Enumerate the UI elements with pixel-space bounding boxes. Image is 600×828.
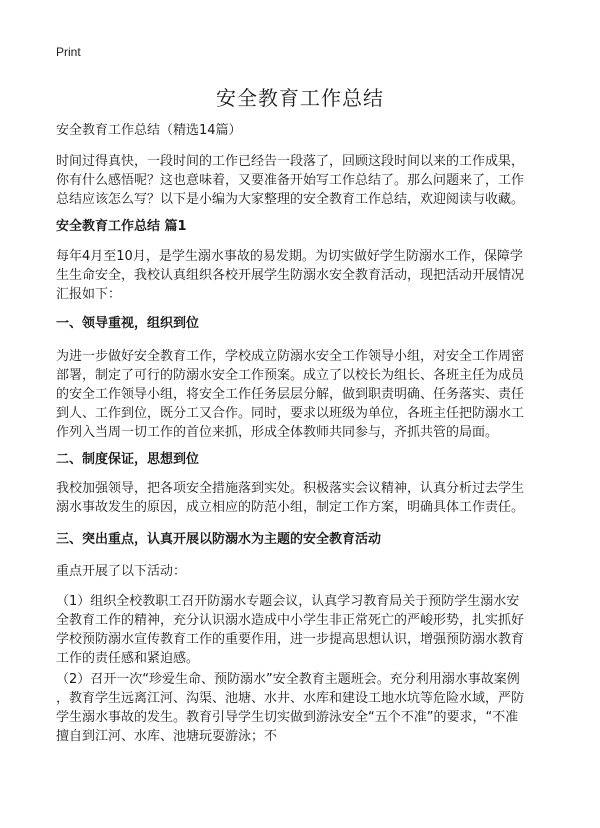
paragraph-3 — [56, 479, 556, 517]
section-title-text: 安全教育工作总结 篇1 — [56, 219, 187, 234]
paragraph-line: 重点开展了以下活动： — [56, 564, 187, 579]
paragraph-line: 全教育工作的精神，充分认识溺水造成中小学生非正常死亡的严峻形势，扎实抓好 — [56, 613, 525, 628]
paragraph-line: （2）召开一次“珍爱生命、预防溺水”安全教育主题班会。充分利用溺水事故案例 — [56, 672, 520, 687]
paragraph-line: 学校预防溺水宣传教育工作的重要作用，进一步提高思想认识，增强预防溺水教育 — [56, 632, 525, 647]
heading-2 — [56, 450, 556, 469]
paragraph-line: 汇报如下： — [56, 287, 122, 302]
paragraph-line: 擅自到江河、水库、池塘玩耍游泳；不 — [56, 729, 278, 744]
paragraph-line: 学生溺水事故的发生。教育引导学生切实做到游泳安全“五个不准”的要求，“不准 — [56, 710, 519, 725]
paragraph-2 — [56, 347, 556, 442]
paragraph-line: 你有什么感悟呢？这也意味着，又要准备开始写工作总结了。那么问题来了，工作 — [56, 173, 525, 188]
paragraph-5 — [56, 592, 556, 668]
paragraph-line: 为进一步做好安全教育工作，学校成立防溺水安全工作领导小组，对安全工作周密 — [56, 349, 525, 364]
paragraph-line: 作列入当周一切工作的首位来抓，形成全体教师共同参与，齐抓共管的局面。 — [56, 425, 499, 440]
subtitle — [56, 121, 556, 140]
subtitle-text: 安全教育工作总结（精选14篇） — [56, 123, 242, 138]
paragraph-line: 的安全工作领导小组，将安全工作任务层层分解，做到职责明确、任务落实、责任 — [56, 387, 525, 402]
paragraph-line: 每年4月至10月，是学生溺水事故的易发期。为切实做好学生防溺水工作，保障学 — [56, 249, 523, 264]
paragraph-line: （1）组织全校教职工召开防溺水专题会议，认真学习教育局关于预防学生溺水安 — [56, 594, 520, 609]
paragraph-6 — [56, 670, 556, 746]
paragraph-line: 部署，制定了可行的防溺水安全工作预案。成立了以校长为组长、各班主任为成员 — [56, 368, 525, 383]
paragraph-line: 时间过得真快，一段时间的工作已经告一段落了，回顾这段时间以来的工作成果， — [56, 154, 525, 169]
paragraph-line: 到人、工作到位，既分工又合作。同时，要求以班级为单位，各班主任把防溺水工 — [56, 406, 525, 421]
paragraph-line: 生生命安全，我校认真组织各校开展学生防溺水安全教育活动，现把活动开展情况 — [56, 268, 525, 283]
paragraph-1 — [56, 247, 556, 304]
page-title: 安全教育工作总结 — [216, 86, 384, 110]
paragraph-line: 溺水事故发生的原因，成立相应的防范小组，制定工作方案，明确具体工作责任。 — [56, 500, 525, 515]
paragraph-line: 总结应该怎么写？以下是小编为大家整理的安全教育工作总结，欢迎阅读与收藏。 — [56, 192, 525, 207]
paragraph-4 — [56, 562, 556, 581]
heading-text: 三、突出重点，认真开展以防溺水为主题的安全教育活动 — [56, 532, 382, 547]
heading-1 — [56, 314, 556, 333]
heading-3 — [56, 530, 556, 549]
heading-text: 一、领导重视，组织到位 — [56, 316, 200, 331]
paragraph-line: 我校加强领导，把各项安全措施落到实处。积极落实会议精神，认真分析过去学生 — [56, 481, 525, 496]
print-link[interactable]: Print — [56, 45, 81, 59]
heading-text: 二、制度保证，思想到位 — [56, 452, 200, 467]
intro-paragraph — [56, 152, 556, 209]
paragraph-line: ，教育学生远离江河、沟渠、池塘、水井、水库和建设工地水坑等危险水域，严防 — [56, 691, 525, 706]
paragraph-line: 工作的责任感和紧迫感。 — [56, 651, 200, 666]
section-title — [56, 217, 556, 236]
